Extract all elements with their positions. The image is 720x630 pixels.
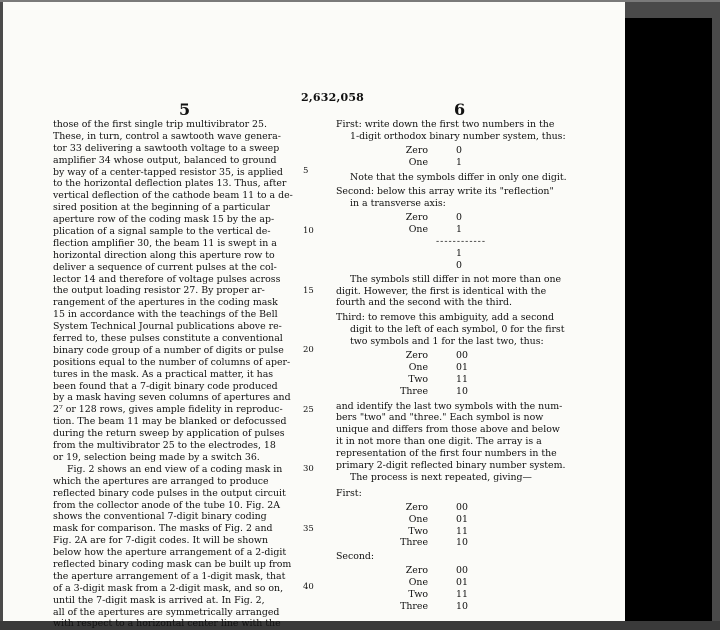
- text-line: rangement of the apertures in the coding mask: [53, 297, 278, 309]
- text-line: Second: below this array write its "reflection": [336, 186, 554, 198]
- number-name: Three: [400, 385, 428, 397]
- text-line: been found that a 7-digit binary code produced: [53, 380, 278, 392]
- code-value: 01: [456, 577, 468, 589]
- text-line: with respect to a horizontal center line with the: [53, 618, 281, 630]
- table-row: [336, 565, 601, 577]
- text-line: plication of a signal sample to the vertical de-: [53, 226, 271, 238]
- patent-page: [3, 2, 625, 630]
- text-line: during the return sweep by application of pulses: [53, 428, 285, 440]
- text-line: reflected binary coding mask can be built up from: [53, 558, 292, 570]
- number-name: Two: [408, 525, 428, 537]
- text-line: in a transverse axis:: [350, 198, 446, 210]
- code-value: 01: [456, 361, 468, 373]
- code-value: 0: [456, 144, 462, 156]
- text-line: The process is next repeated, giving—: [350, 471, 532, 483]
- table-row: [336, 248, 601, 260]
- patent-number: 2,632,058: [301, 91, 365, 104]
- code-value: 11: [456, 525, 468, 537]
- table-row: [336, 362, 601, 374]
- table-row: [336, 224, 601, 236]
- text-line: or 19, selection being made by a switch 36.: [53, 451, 260, 463]
- text-line: Third: to remove this ambiguity, add a second: [336, 312, 555, 324]
- code-value: 10: [456, 537, 468, 549]
- table-row: [336, 212, 601, 224]
- code-value: 00: [456, 350, 468, 362]
- text-line: which the apertures are arranged to produce: [53, 475, 269, 487]
- line-number: 20: [303, 345, 314, 355]
- text-line: positions equal to the number of columns of aper-: [53, 356, 291, 368]
- table-row: [336, 537, 601, 549]
- text-line: fourth and the second with the third.: [336, 297, 513, 309]
- number-name: Zero: [405, 350, 428, 362]
- code-value: 0: [456, 259, 462, 271]
- code-value: 0: [456, 212, 462, 224]
- left-column-number: 5: [179, 100, 191, 119]
- number-name: One: [408, 224, 428, 236]
- text-line: deliver a sequence of current pulses at the col-: [53, 261, 277, 273]
- text-line: unique and differs from those above and below: [336, 424, 560, 436]
- text-line: the aperture arrangement of a 1-digit mask, that: [53, 570, 286, 582]
- text-line: of a 3-digit mask from a 2-digit mask, and so on,: [53, 582, 284, 594]
- table-row: [336, 577, 601, 589]
- text-line: those of the first single trip multivibrator 25.: [53, 119, 267, 130]
- line-number: 10: [303, 226, 314, 236]
- code-value: 1: [456, 224, 462, 236]
- text-line: primary 2-digit reflected binary number system.: [336, 460, 566, 472]
- viewer-side-panel: [625, 18, 712, 621]
- number-name: One: [408, 513, 428, 525]
- table-row: [336, 502, 601, 514]
- text-line: and identify the last two symbols with the num-: [336, 400, 563, 412]
- text-line: lector 14 and therefore of voltage pulses across: [53, 273, 281, 285]
- table-row: [336, 514, 601, 526]
- text-line: aperture row of the coding mask 15 by the ap-: [53, 214, 275, 226]
- section-label-first: First:: [336, 487, 362, 499]
- text-line: First: write down the first two numbers in the: [336, 119, 555, 130]
- table-row: [336, 526, 601, 538]
- table-row: [336, 350, 601, 362]
- table-first: [336, 502, 601, 550]
- text-line: Fig. 2 shows an end view of a coding mask in: [67, 463, 283, 475]
- left-text-column: [53, 119, 323, 630]
- text-line: from the collector anode of the tube 10. Fig. 2A: [53, 499, 281, 511]
- text-line: ferred to, these pulses constitute a conventional: [53, 333, 283, 345]
- code-value: 10: [456, 600, 468, 612]
- code-value: 1: [456, 247, 462, 259]
- text-line: all of the apertures are symmetrically arranged: [53, 606, 280, 618]
- table-row: [336, 260, 601, 272]
- line-number: 15: [303, 286, 314, 296]
- text-line: from the multivibrator 25 to the electrodes, 18: [53, 440, 276, 452]
- table-row: [336, 157, 601, 169]
- text-line: Fig. 2A are for 7-digit codes. It will be shown: [53, 535, 268, 547]
- number-name: Zero: [405, 501, 428, 513]
- section-label-second: Second:: [336, 551, 375, 563]
- text-line: until the 7-digit mask is arrived at. In Fig. 2,: [53, 594, 265, 606]
- text-line: shows the conventional 7-digit binary coding: [53, 511, 267, 523]
- table-row: [336, 374, 601, 386]
- table-row: [336, 589, 601, 601]
- text-line: by a mask having seven columns of apertures and: [53, 392, 291, 404]
- table-row: [336, 386, 601, 398]
- number-name: Zero: [405, 565, 428, 577]
- right-text-column: [336, 119, 601, 615]
- table-second: [336, 565, 601, 613]
- text-line: to the horizontal deflection plates 13. Thus, after: [53, 178, 287, 190]
- table-row: [336, 145, 601, 157]
- table-orthodox-1digit: [336, 145, 601, 169]
- text-line: 15 in accordance with the teachings of the Bell: [53, 309, 278, 321]
- text-line: two symbols and 1 for the last two, thus:: [350, 336, 544, 348]
- line-number: 5: [303, 166, 309, 176]
- text-line: 2⁷ or 128 rows, gives ample fidelity in reproduc-: [53, 404, 283, 416]
- text-line: System Technical Journal publications above re-: [53, 321, 282, 333]
- code-value: 00: [456, 501, 468, 513]
- text-line: tures in the mask. As a practical matter, it has: [53, 368, 274, 380]
- number-name: Two: [408, 588, 428, 600]
- text-line: horizontal direction along this aperture row to: [53, 249, 275, 261]
- text-line: by way of a center-tapped resistor 35, is applied: [53, 166, 283, 178]
- text-line: vertical deflection of the cathode beam 11 to a de-: [53, 190, 293, 202]
- number-name: One: [408, 577, 428, 589]
- number-name: Zero: [405, 144, 428, 156]
- text-line: mask for comparison. The masks of Fig. 2 and: [53, 523, 273, 535]
- number-name: Two: [408, 373, 428, 385]
- text-line: Note that the symbols differ in only one digit.: [350, 171, 567, 183]
- text-line: it in not more than one digit. The array is a: [336, 436, 542, 448]
- text-line: tion. The beam 11 may be blanked or defocussed: [53, 416, 287, 428]
- text-line: reflected binary code pulses in the output circuit: [53, 487, 286, 499]
- text-line: 1-digit orthodox binary number system, thus:: [350, 130, 566, 142]
- code-value: 11: [456, 588, 468, 600]
- code-value: 00: [456, 565, 468, 577]
- number-name: Three: [400, 537, 428, 549]
- code-value: 11: [456, 373, 468, 385]
- text-line: below how the aperture arrangement of a 2-digit: [53, 547, 287, 559]
- text-line: sired position at the beginning of a particular: [53, 202, 270, 214]
- text-line: bers "two" and "three." Each symbol is now: [336, 412, 544, 424]
- code-value: 01: [456, 513, 468, 525]
- number-name: One: [408, 156, 428, 168]
- number-name: One: [408, 361, 428, 373]
- text-line: representation of the first four numbers in the: [336, 448, 557, 460]
- table-row: [336, 601, 601, 613]
- text-line: flection amplifier 30, the beam 11 is swept in a: [53, 237, 277, 249]
- text-line: tor 33 delivering a sawtooth voltage to a sweep: [53, 142, 280, 154]
- reflection-axis: ------------: [436, 236, 487, 248]
- code-value: 1: [456, 156, 462, 168]
- table-2digit: [336, 350, 601, 398]
- line-number: 35: [303, 524, 314, 534]
- text-line: The symbols still differ in not more than one: [350, 273, 562, 285]
- code-value: 10: [456, 385, 468, 397]
- line-number: 40: [303, 582, 314, 592]
- line-number: 25: [303, 405, 314, 415]
- text-line: amplifier 34 whose output, balanced to ground: [53, 154, 277, 166]
- text-line: digit. However, the first is identical with the: [336, 285, 547, 297]
- table-reflection: [336, 212, 601, 271]
- right-column-number: 6: [454, 100, 466, 119]
- text-line: These, in turn, control a sawtooth wave genera-: [53, 130, 281, 142]
- number-name: Three: [400, 600, 428, 612]
- number-name: Zero: [405, 212, 428, 224]
- text-line: the output loading resistor 27. By proper ar-: [53, 285, 265, 297]
- text-line: digit to the left of each symbol, 0 for the first: [350, 324, 565, 336]
- text-line: binary code group of a number of digits or pulse: [53, 344, 284, 356]
- line-number: 30: [303, 464, 314, 474]
